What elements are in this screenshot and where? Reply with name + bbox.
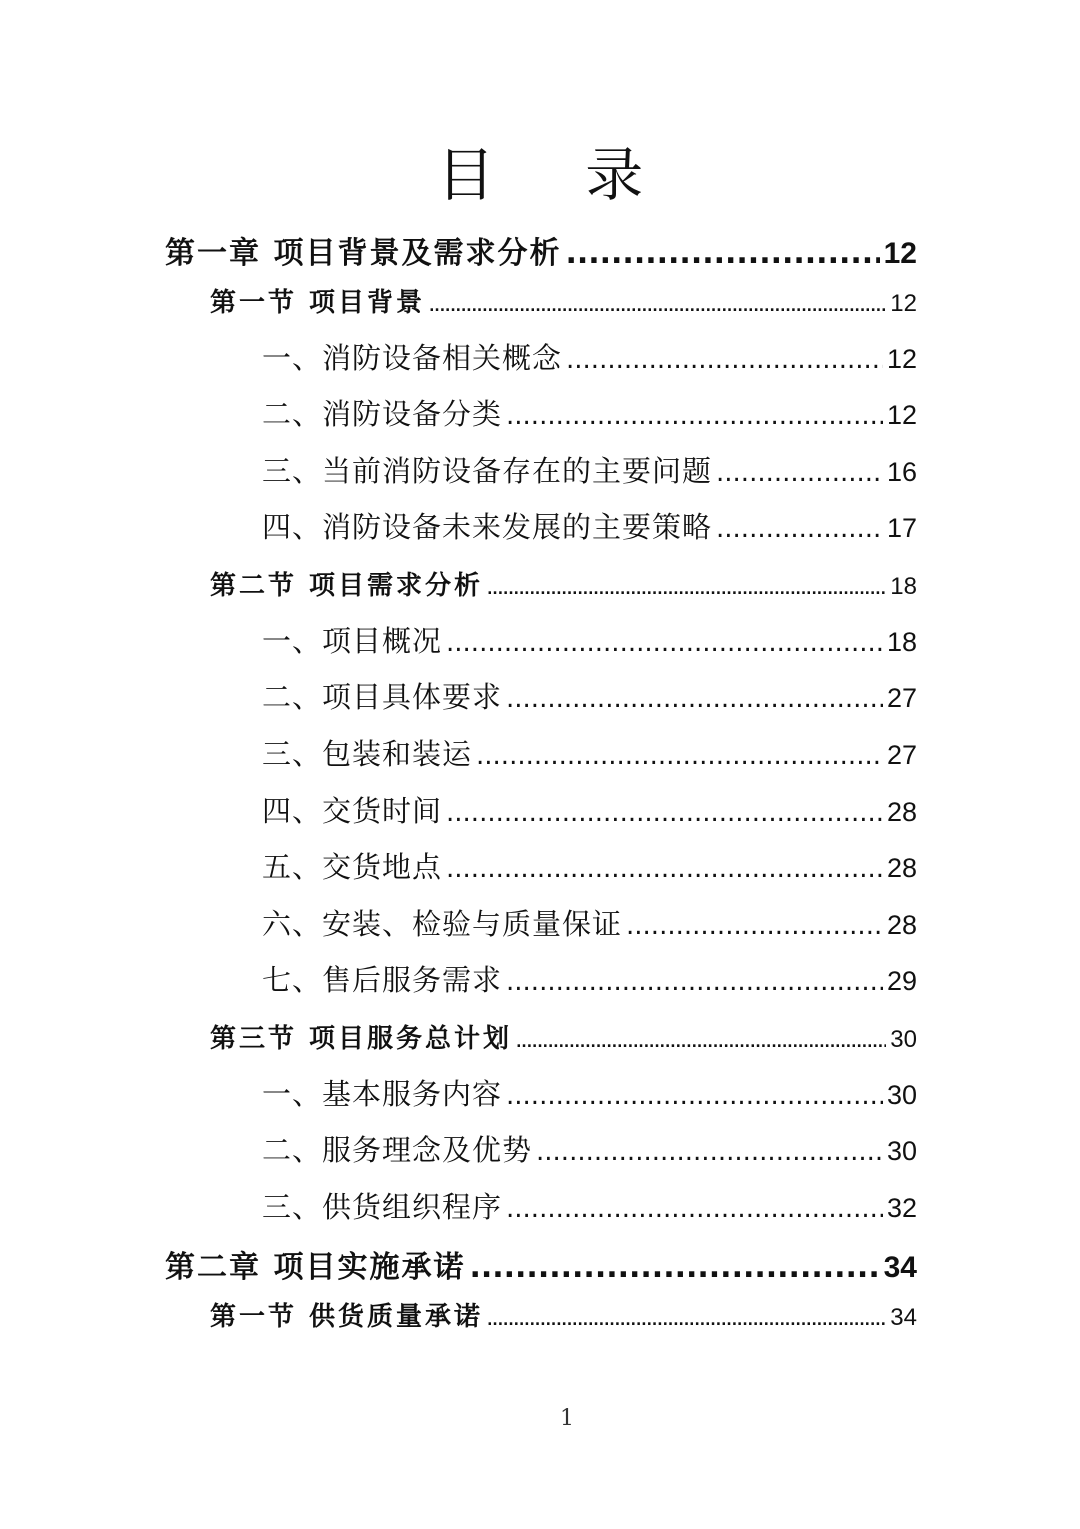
toc-entry-label: 二、服务理念及优势	[262, 1133, 533, 1167]
toc-entry-label: 三、包装和装运	[262, 737, 473, 771]
toc-entry-page: 12	[883, 237, 917, 270]
toc-entry-label: 五、交货地点	[262, 850, 443, 884]
toc-entry-item[interactable]	[262, 675, 917, 715]
toc-entry-label: 第三节 项目服务总计划	[210, 1024, 513, 1054]
toc-entry-label: 四、交货时间	[262, 794, 443, 828]
toc-entry-page: 29	[886, 966, 917, 996]
toc-entry-page: 17	[886, 513, 917, 543]
toc-entry-item[interactable]	[262, 902, 917, 942]
toc-entry-label: 一、项目概况	[262, 624, 443, 658]
toc-entry-item[interactable]	[262, 1072, 917, 1112]
dot-leader	[536, 1137, 883, 1167]
toc-entry-item[interactable]	[262, 619, 917, 659]
toc-entry-page: 28	[886, 797, 917, 827]
toc-entry-label: 第一节 供货质量承诺	[210, 1302, 484, 1332]
dot-leader	[716, 514, 883, 544]
toc-entry-label: 三、当前消防设备存在的主要问题	[262, 454, 713, 488]
toc-entry-page: 32	[886, 1193, 917, 1223]
toc-entry-label: 四、消防设备未来发展的主要策略	[262, 510, 713, 544]
toc-entry-label: 第二章 项目实施承诺	[165, 1250, 466, 1285]
toc-entry-page: 28	[886, 910, 917, 940]
toc-entry-section-2-1[interactable]	[210, 1296, 917, 1332]
toc-entry-item[interactable]	[262, 505, 917, 545]
dot-leader	[716, 458, 883, 488]
toc-entry-label: 二、项目具体要求	[262, 680, 503, 714]
toc-entry-page: 34	[883, 1251, 917, 1284]
dot-leader	[565, 236, 879, 271]
dot-leader	[446, 798, 883, 828]
toc-entry-item[interactable]	[262, 845, 917, 885]
toc-entry-label: 七、售后服务需求	[262, 963, 503, 997]
toc-entry-chapter-1[interactable]	[165, 228, 917, 271]
dot-leader	[566, 345, 883, 375]
toc-entry-page: 27	[886, 683, 917, 713]
toc-entry-item[interactable]	[262, 336, 917, 376]
toc-entry-label: 第一节 项目背景	[210, 288, 426, 318]
toc-entry-page: 18	[890, 573, 917, 600]
toc-entry-label: 第二节 项目需求分析	[210, 571, 484, 601]
toc-entry-item[interactable]	[262, 1128, 917, 1168]
dot-leader	[429, 299, 886, 315]
toc-entry-section-1-1[interactable]	[210, 282, 917, 318]
footer-page-number: 1	[560, 1406, 574, 1431]
toc-entry-page: 16	[886, 457, 917, 487]
dot-leader	[469, 1250, 879, 1285]
toc-entry-page: 28	[886, 853, 917, 883]
dot-leader	[476, 741, 883, 771]
toc-entry-page: 34	[890, 1304, 917, 1331]
dot-leader	[487, 1313, 886, 1329]
dot-leader	[446, 854, 883, 884]
toc-entry-label: 一、消防设备相关概念	[262, 341, 563, 375]
dot-leader	[506, 684, 883, 714]
toc-entry-item[interactable]	[262, 732, 917, 772]
toc-entry-item[interactable]	[262, 789, 917, 829]
dot-leader	[516, 1035, 886, 1051]
dot-leader	[626, 911, 883, 941]
dot-leader	[487, 582, 886, 598]
toc-entry-section-1-2[interactable]	[210, 565, 917, 601]
toc-entry-label: 第一章 项目背景及需求分析	[165, 236, 562, 271]
dot-leader	[446, 628, 883, 658]
toc-entry-page: 12	[890, 290, 917, 317]
dot-leader	[506, 967, 883, 997]
toc-entry-page: 12	[886, 400, 917, 430]
toc-entry-item[interactable]	[262, 1185, 917, 1225]
toc-entry-page: 30	[886, 1080, 917, 1110]
dot-leader	[506, 1081, 883, 1111]
toc-entry-page: 30	[886, 1136, 917, 1166]
toc-entry-label: 一、基本服务内容	[262, 1077, 503, 1111]
toc-entry-label: 六、安装、检验与质量保证	[262, 907, 623, 941]
dot-leader	[506, 1194, 883, 1224]
toc-entry-page: 30	[890, 1026, 917, 1053]
toc-entry-page: 27	[886, 740, 917, 770]
toc-entry-label: 二、消防设备分类	[262, 397, 503, 431]
toc-entry-page: 18	[886, 627, 917, 657]
toc-entry-item[interactable]	[262, 392, 917, 432]
page-title: 目 录	[436, 141, 680, 209]
toc-entry-item[interactable]	[262, 449, 917, 489]
toc-entry-label: 三、供货组织程序	[262, 1190, 503, 1224]
dot-leader	[506, 401, 883, 431]
toc-entry-page: 12	[886, 344, 917, 374]
toc-entry-chapter-2[interactable]	[165, 1242, 917, 1285]
toc-entry-section-1-3[interactable]	[210, 1018, 917, 1054]
toc-entry-item[interactable]	[262, 958, 917, 998]
